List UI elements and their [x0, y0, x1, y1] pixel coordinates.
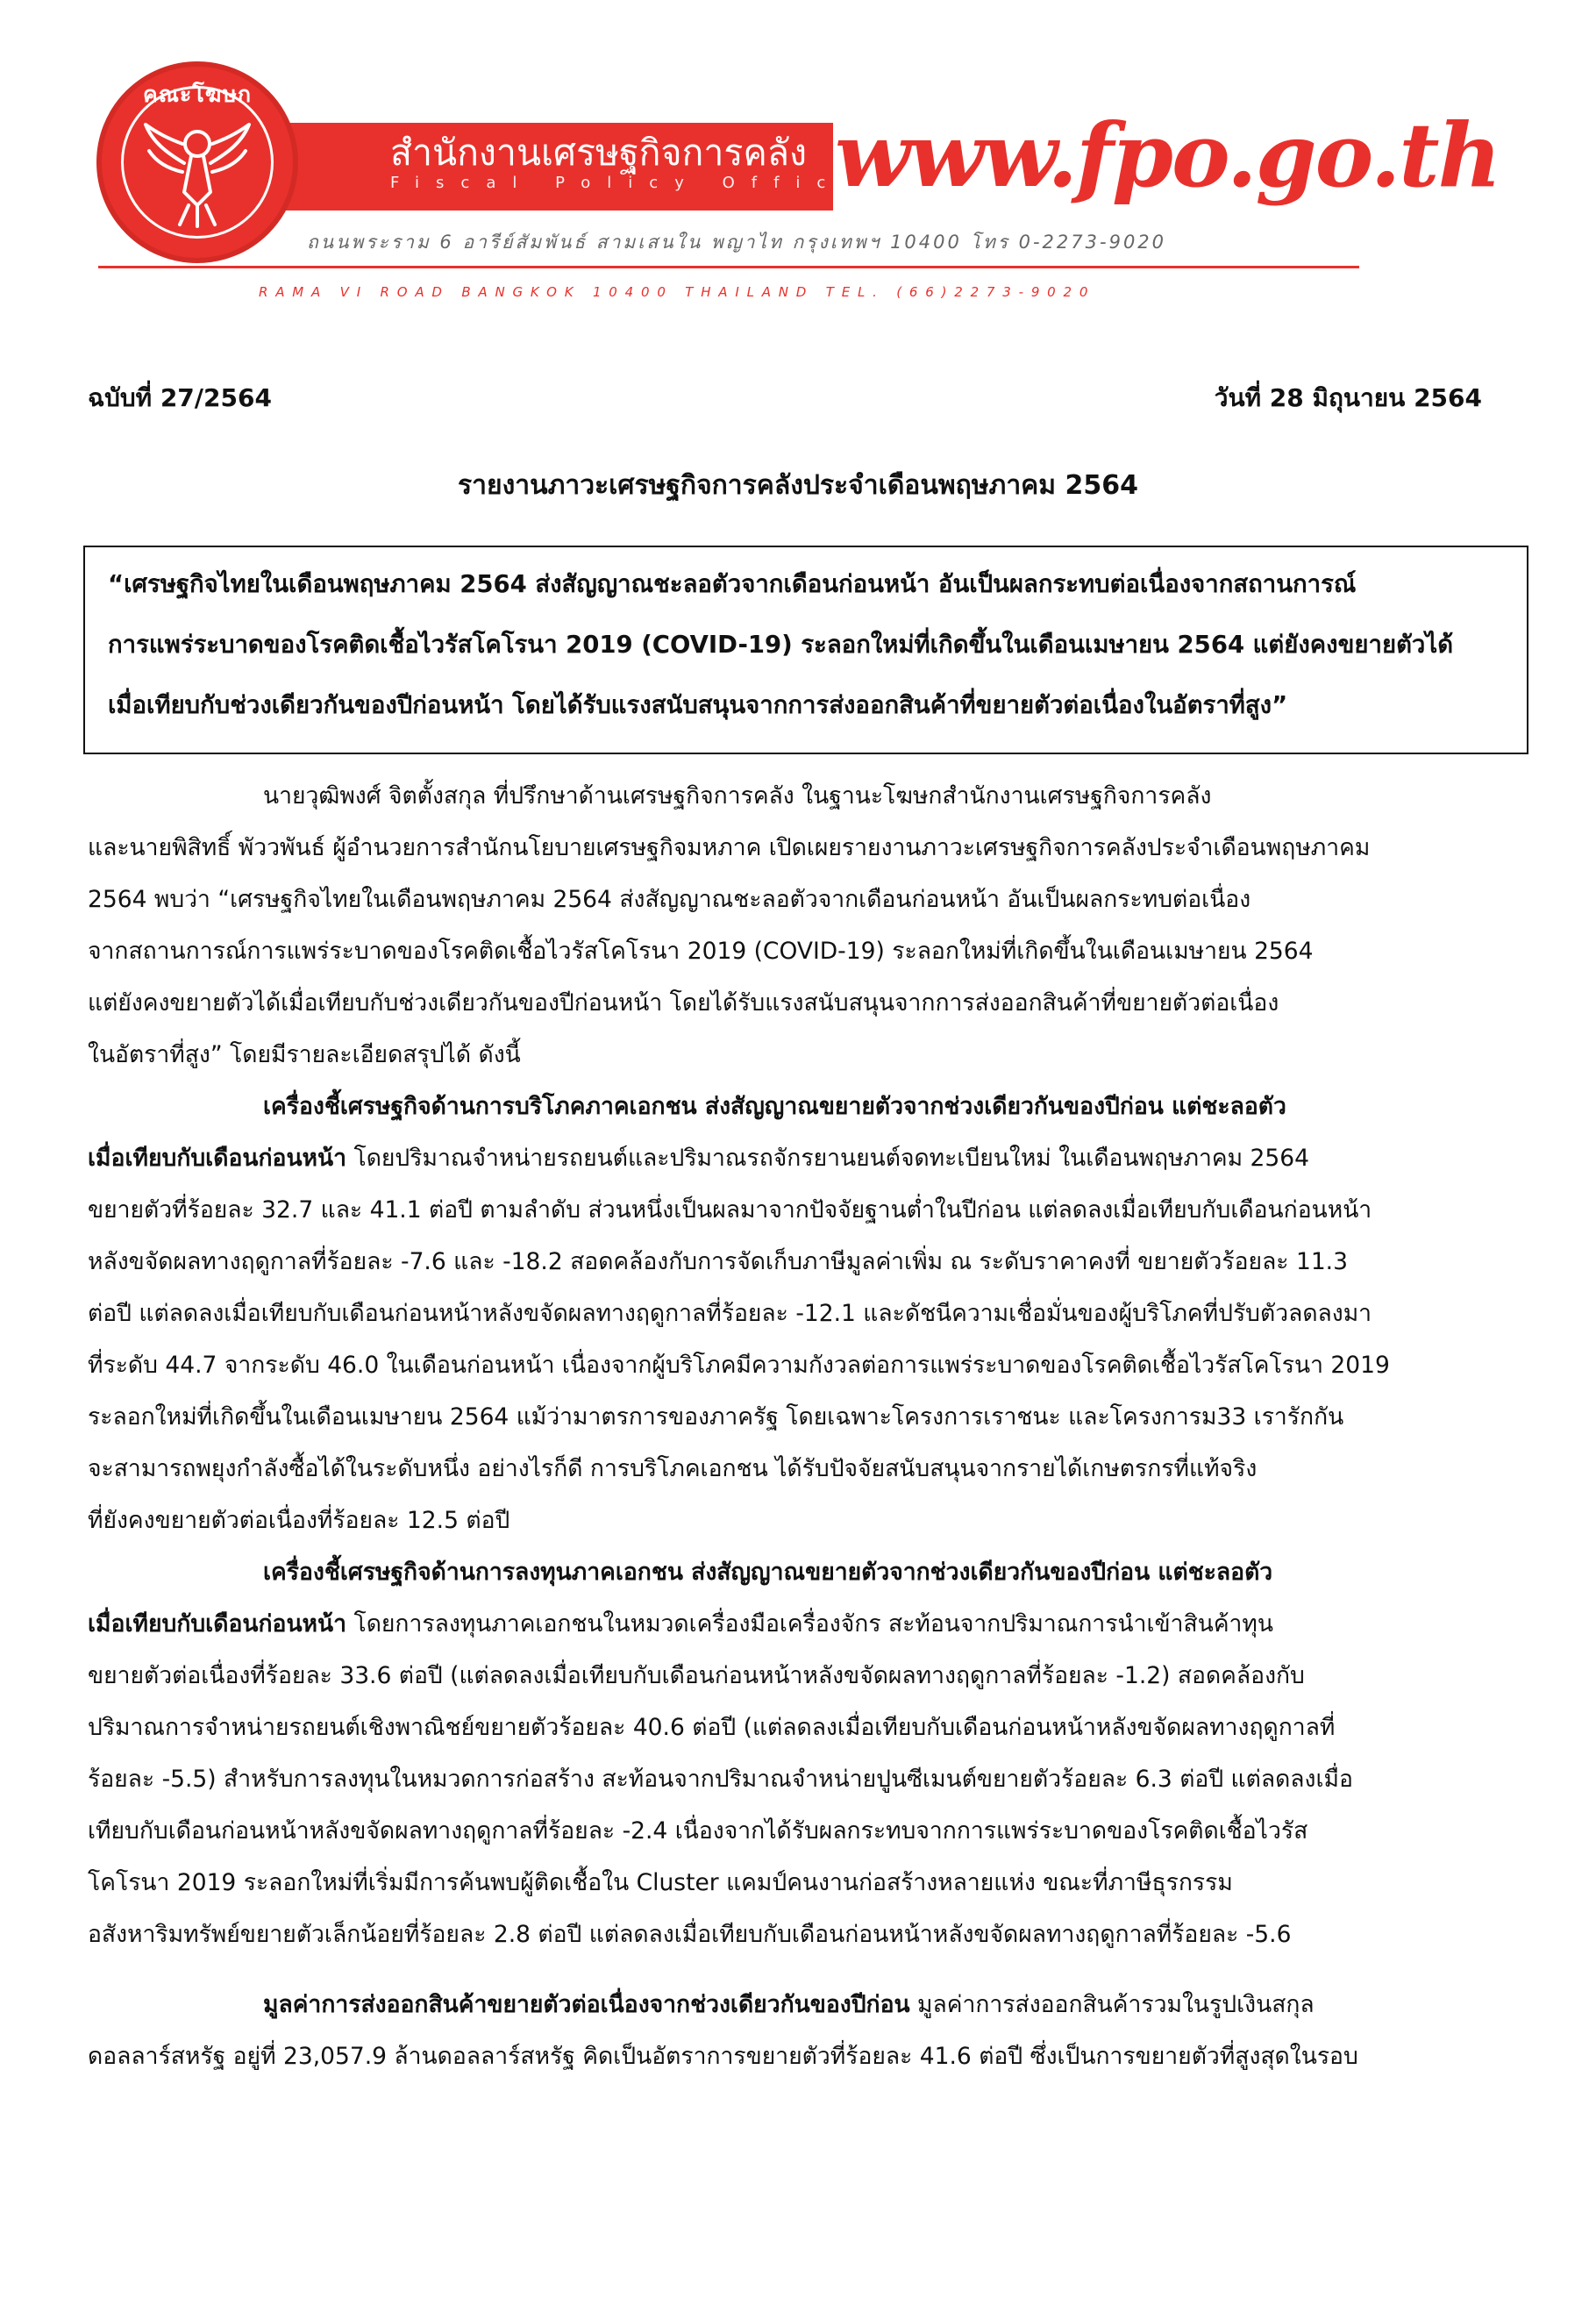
consumption-heading-text: เครื่องชี้เศรษฐกิจด้านการบริโภคภาคเอกชน ส่งสัญญาณขยายตัวจากช่วงเดียวกันของปีก่อน แต่ชะลอตัว: [263, 1093, 1286, 1120]
letterhead: [96, 61, 1500, 316]
consumption-line: ต่อปี แต่ลดลงเมื่อเทียบกับเดือนก่อนหน้าหลังขจัดผลทางฤดูกาลที่ร้อยละ -12.1 และดัชนีความเชื่อมั่นของผู้บริโภคที่ปรับตัวลดลงมา: [88, 1300, 1372, 1327]
consumption-line: ระลอกใหม่ที่เกิดขึ้นในเดือนเมษายน 2564 แม้ว่ามาตรการของภาครัฐ โดยเฉพาะโครงการเราชนะ และโครงการม33 เรารักกัน: [88, 1403, 1344, 1431]
exports-heading: มูลค่าการส่งออกสินค้าขยายตัวต่อเนื่องจากช่วงเดียวกันของปีก่อน: [263, 1991, 910, 2018]
spokesperson-seal: [96, 61, 298, 263]
address-en: RAMA VI ROAD BANGKOK 10400 THAILAND TEL. (66)2273-9020: [259, 284, 1096, 300]
exports-line: [263, 1988, 1315, 2023]
address-th: ถนนพระราม 6 อารีย์สัมพันธ์ สามเสนใน พญาไท กรุงเทพฯ 10400 โทร 0-2273-9020: [307, 232, 1167, 253]
org-name-th: สำนักงานเศรษฐกิจการคลัง: [390, 132, 807, 174]
investment-line: [88, 1607, 1273, 1642]
consumption-line: จะสามารถพยุงกำลังซื้อได้ในระดับหนึ่ง อย่างไรก็ดี การบริโภคเอกชน ได้รับปัจจัยสนับสนุนจากรายได้เกษตรกรที่แท้จริง: [88, 1455, 1258, 1482]
summary-line: การแพร่ระบาดของโรคติดเชื้อไวรัสโคโรนา 2019 (COVID-19) ระลอกใหม่ที่เกิดขึ้นในเดือนเมษายน 2564 แต่ยังคงขยายตัวได้: [108, 631, 1454, 659]
intro-line: ในอัตราที่สูง” โดยมีรายละเอียดสรุปได้ ดังนี้: [88, 1041, 521, 1068]
consumption-line: ที่ยังคงขยายตัวต่อเนื่องที่ร้อยละ 12.5 ต่อปี: [88, 1507, 510, 1534]
summary-line: เมื่อเทียบกับช่วงเดียวกันของปีก่อนหน้า โดยได้รับแรงสนับสนุนจากการส่งออกสินค้าที่ขยายตัวต่อเนื่องในอัตราที่สูง”: [108, 691, 1288, 719]
summary-box: [83, 546, 1528, 754]
garuda-emblem-icon: [140, 109, 254, 232]
intro-line: 2564 พบว่า “เศรษฐกิจไทยในเดือนพฤษภาคม 2564 ส่งสัญญาณชะลอตัวจากเดือนก่อนหน้า อันเป็นผลกระทบต่อเนื่อง: [88, 886, 1251, 913]
consumption-heading-cont: เมื่อเทียบกับเดือนก่อนหน้า: [88, 1145, 347, 1172]
investment-line: ขยายตัวต่อเนื่องที่ร้อยละ 33.6 ต่อปี (แต่ลดลงเมื่อเทียบกับเดือนก่อนหน้าหลังขจัดผลทางฤดูกาลที่ร้อยละ -1.2) สอดคล้องกับ: [88, 1662, 1305, 1689]
intro-line: และนายพิสิทธิ์ พัววพันธ์ ผู้อำนวยการสำนักนโยบายเศรษฐกิจมหภาค เปิดเผยรายงานภาวะเศรษฐกิจการคลังประจำเดือนพฤษภาคม: [88, 834, 1371, 861]
intro-line: แต่ยังคงขยายตัวได้เมื่อเทียบกับช่วงเดียวกันของปีก่อนหน้า โดยได้รับแรงสนับสนุนจากการส่งออกสินค้าที่ขยายตัวต่อเนื่อง: [88, 989, 1279, 1017]
consumption-line: หลังขจัดผลทางฤดูกาลที่ร้อยละ -7.6 และ -18.2 สอดคล้องกับการจัดเก็บภาษีมูลค่าเพิ่ม ณ ระดับราคาคงที่ ขยายตัวร้อยละ 11.3: [88, 1248, 1348, 1275]
investment-heading: [263, 1555, 1272, 1590]
org-name-en: Fiscal Policy Office: [390, 174, 869, 192]
investment-heading-text: เครื่องชี้เศรษฐกิจด้านการลงทุนภาคเอกชน ส่งสัญญาณขยายตัวจากช่วงเดียวกันของปีก่อน แต่ชะลอตัว: [263, 1559, 1273, 1586]
consumption-text: โดยปริมาณจำหน่ายรถยนต์และปริมาณรถจักรยานยนต์จดทะเบียนใหม่ ในเดือนพฤษภาคม 2564: [346, 1145, 1309, 1172]
summary-line: “เศรษฐกิจไทยในเดือนพฤษภาคม 2564 ส่งสัญญาณชะลอตัวจากเดือนก่อนหน้า อันเป็นผลกระทบต่อเนื่องจากสถานการณ์: [108, 570, 1357, 598]
exports-text: มูลค่าการส่งออกสินค้ารวมในรูปเงินสกุล: [909, 1991, 1315, 2018]
investment-line: ร้อยละ -5.5) สำหรับการลงทุนในหมวดการก่อสร้าง สะท้อนจากปริมาณจำหน่ายปูนซีเมนต์ขยายตัวร้อยละ 6.3 ต่อปี แต่ลดลงเมื่อ: [88, 1766, 1353, 1793]
document-number: ฉบับที่ 27/2564: [88, 383, 272, 412]
document-date: วันที่ 28 มิถุนายน 2564: [1214, 383, 1482, 412]
investment-line: โคโรนา 2019 ระลอกใหม่ที่เริ่มมีการค้นพบผู้ติดเชื้อใน Cluster แคมป์คนงานก่อสร้างหลายแห่ง ขณะที่ภาษีธุรกรรม: [88, 1869, 1233, 1896]
letterhead-divider: [98, 266, 1359, 268]
seal-text: คณะโฆษก: [143, 82, 252, 107]
consumption-heading: [263, 1089, 1286, 1124]
intro-line: จากสถานการณ์การแพร่ระบาดของโรคติดเชื้อไวรัสโคโรนา 2019 (COVID-19) ระลอกใหม่ที่เกิดขึ้นในเดือนเมษายน 2564: [88, 938, 1314, 965]
consumption-line: ที่ระดับ 44.7 จากระดับ 46.0 ในเดือนก่อนหน้า เนื่องจากผู้บริโภคมีความกังวลต่อการแพร่ระบาดของโรคติดเชื้อไวรัสโคโรนา 2019: [88, 1352, 1390, 1379]
investment-text: โดยการลงทุนภาคเอกชนในหมวดเครื่องมือเครื่องจักร สะท้อนจากปริมาณการนำเข้าสินค้าทุน: [346, 1610, 1274, 1638]
intro-line: นายวุฒิพงศ์ จิตตั้งสกุล ที่ปรึกษาด้านเศรษฐกิจการคลัง ในฐานะโฆษกสำนักงานเศรษฐกิจการคลัง: [263, 782, 1212, 810]
exports-line: ดอลลาร์สหรัฐ อยู่ที่ 23,057.9 ล้านดอลลาร์สหรัฐ คิดเป็นอัตราการขยายตัวที่ร้อยละ 41.6 ต่อปี ซึ่งเป็นการขยายตัวที่สูงสุดในรอบ: [88, 2043, 1358, 2070]
investment-line: อสังหาริมทรัพย์ขยายตัวเล็กน้อยที่ร้อยละ 2.8 ต่อปี แต่ลดลงเมื่อเทียบกับเดือนก่อนหน้าหลังขจัดผลทางฤดูกาลที่ร้อยละ -5.6: [88, 1921, 1292, 1948]
org-banner: [272, 123, 869, 211]
website-url: www.fpo.go.th: [835, 103, 1500, 207]
investment-line: ปริมาณการจำหน่ายรถยนต์เชิงพาณิชย์ขยายตัวร้อยละ 40.6 ต่อปี (แต่ลดลงเมื่อเทียบกับเดือนก่อนหน้าหลังขจัดผลทางฤดูกาลที่: [88, 1714, 1336, 1741]
document-title: รายงานภาวะเศรษฐกิจการคลังประจำเดือนพฤษภาคม 2564: [458, 470, 1138, 501]
consumption-line: ขยายตัวที่ร้อยละ 32.7 และ 41.1 ต่อปี ตามลำดับ ส่วนหนึ่งเป็นผลมาจากปัจจัยฐานต่ำในปีก่อน แต่ลดลงเมื่อเทียบกับเดือนก่อนหน้า: [88, 1196, 1372, 1224]
investment-line: เทียบกับเดือนก่อนหน้าหลังขจัดผลทางฤดูกาลที่ร้อยละ -2.4 เนื่องจากได้รับผลกระทบจากการแพร่ระบาดของโรคติดเชื้อไวรัส: [88, 1817, 1308, 1845]
consumption-line: [88, 1141, 1309, 1176]
investment-heading-cont: เมื่อเทียบกับเดือนก่อนหน้า: [88, 1610, 347, 1638]
